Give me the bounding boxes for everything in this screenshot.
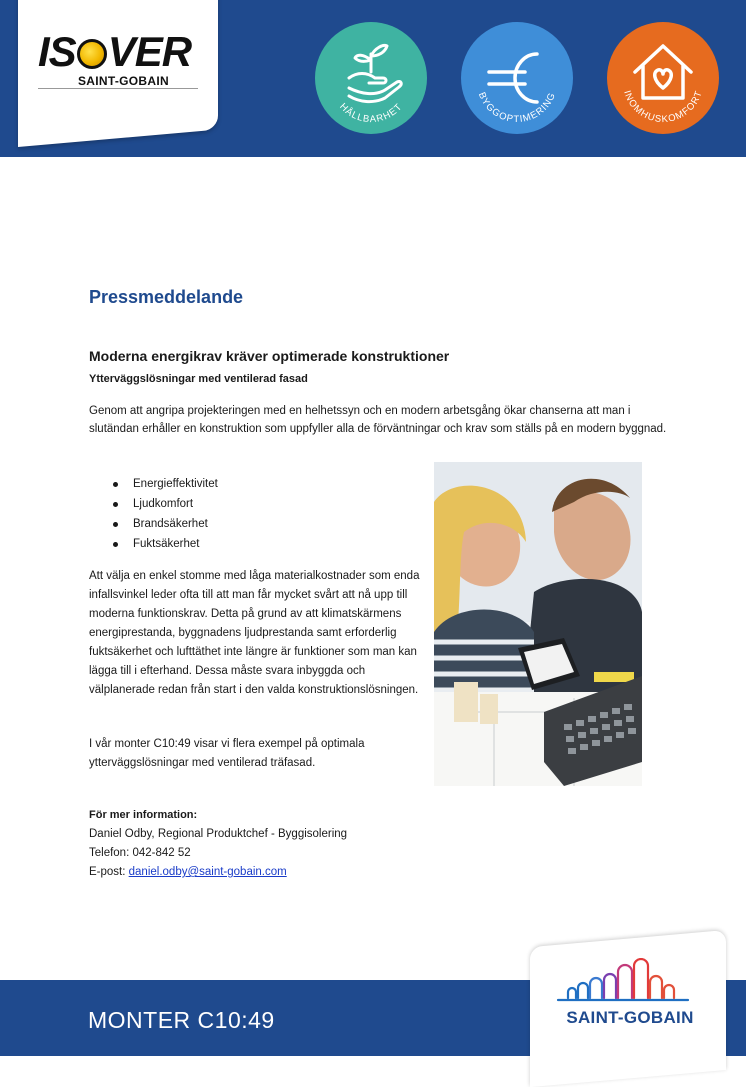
feature-list [89, 474, 218, 554]
plant-in-hand-icon [313, 20, 429, 136]
contact-email-link[interactable]: daniel.odby@saint-gobain.com [128, 866, 287, 878]
list-item: Ljudkomfort [89, 494, 218, 514]
badge-inomhuskomfort [605, 20, 721, 136]
logo-subtitle: SAINT-GOBAIN [78, 74, 169, 88]
photo-illustration [434, 462, 642, 786]
intro-paragraph: Genom att angripa projekteringen med en helhetssyn och en modern arbetsgång ökar chanserna att man i slutändan erhåller en konstruktion som uppfyller alla de förväntningar och krav som ställs på en modern byggnad. [89, 405, 667, 435]
euro-icon [459, 20, 575, 136]
list-item: Brandsäkerhet [89, 514, 218, 534]
booth-paragraph: I vår monter C10:49 visar vi flera exempel på optimala ytterväggslösningar med ventilerad träfasad. [89, 738, 365, 769]
contact-name: Daniel Odby, Regional Produktchef - Byggisolering [89, 828, 348, 840]
house-heart-icon [605, 20, 721, 136]
subheadline: Ytterväggslösningar med ventilerad fasad [89, 373, 308, 385]
list-item: Fuktsäkerhet [89, 534, 218, 554]
badge-byggoptimering [459, 20, 575, 136]
contact-email-label: E-post: [89, 866, 129, 878]
badge-label-inomhuskomfort: INOMHUSKOMFORT [621, 88, 705, 126]
list-item: Energieffektivitet [89, 474, 218, 494]
footer-booth-label: MONTER C10:49 [88, 1007, 275, 1033]
body-paragraph: Att välja en enkel stomme med låga materialkostnader som enda infallsvinkel leder ofta till att man får mycket svårt att nå upp till moderna funktionskrav. Detta på grund av att klimatskärmens energiprestanda, byggnadens ljudprestanda samt erforderlig fuktsäkerhet och lufttäthet inte längre är funktioner som man kan lägga till i efterhand. Dessa måste svara inbyggda och välplanerade redan från start i den valda konstruktionslösningen. [89, 570, 420, 696]
headline: Moderna energikrav kräver optimerade konstruktioner [89, 348, 450, 364]
building-arches-icon [548, 958, 712, 1008]
isover-logo [38, 30, 204, 90]
saint-gobain-logo [548, 958, 712, 1034]
contact-phone: Telefon: 042-842 52 [89, 847, 191, 859]
page-title: Pressmeddelande [89, 287, 244, 307]
badge-label-hallbarhet: HÅLLBARHET [337, 101, 405, 126]
contact-email-row [89, 863, 347, 882]
logo-divider [38, 88, 198, 89]
saint-gobain-wordmark: SAINT-GOBAIN [566, 1008, 694, 1027]
contact-heading: För mer information: [89, 809, 198, 821]
photo-couple-planning [434, 462, 642, 786]
contact-block [89, 806, 347, 882]
badge-label-byggoptimering: BYGGOPTIMERING [475, 90, 559, 126]
badge-hallbarhet [313, 20, 429, 136]
logo-wordmark: IS VER [38, 28, 192, 75]
